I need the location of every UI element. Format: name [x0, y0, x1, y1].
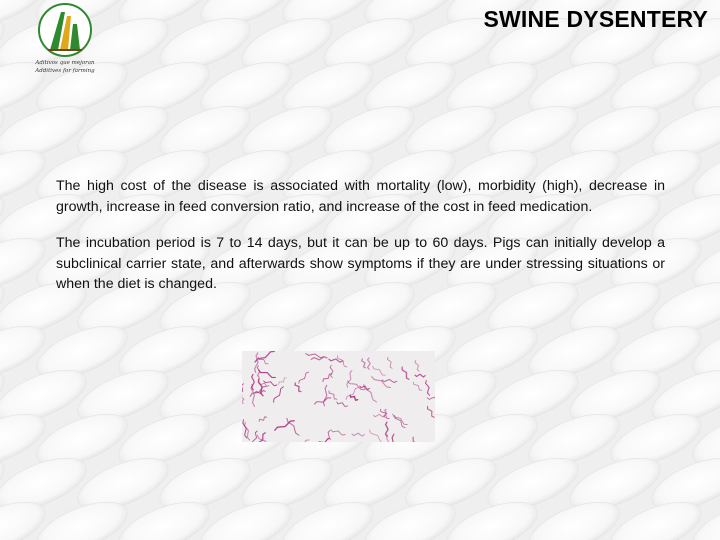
spirochete-bacteria-icon — [242, 351, 435, 442]
paragraph-cost: The high cost of the disease is associated with mortality (low), morbidity (high), decrease in growth, increase in feed conversion ratio, and increase of the cost in feed medication. — [56, 178, 665, 215]
paragraph-incubation: The incubation period is 7 to 14 days, but it can be up to 60 days. Pigs can initially develop a subclinical carrier state, and afterwards show symptoms if they are under stressing situations or when the diet is changed. — [56, 235, 665, 292]
micrograph-image — [242, 351, 435, 442]
logo-tagline-en: Additives for farming — [35, 68, 95, 74]
logo-tagline-es: Aditivos que mejoran — [35, 60, 95, 66]
body-text — [56, 176, 665, 311]
page-title: SWINE DYSENTERY — [483, 6, 708, 32]
logo-emblem-icon — [34, 2, 96, 58]
company-logo — [30, 2, 100, 84]
